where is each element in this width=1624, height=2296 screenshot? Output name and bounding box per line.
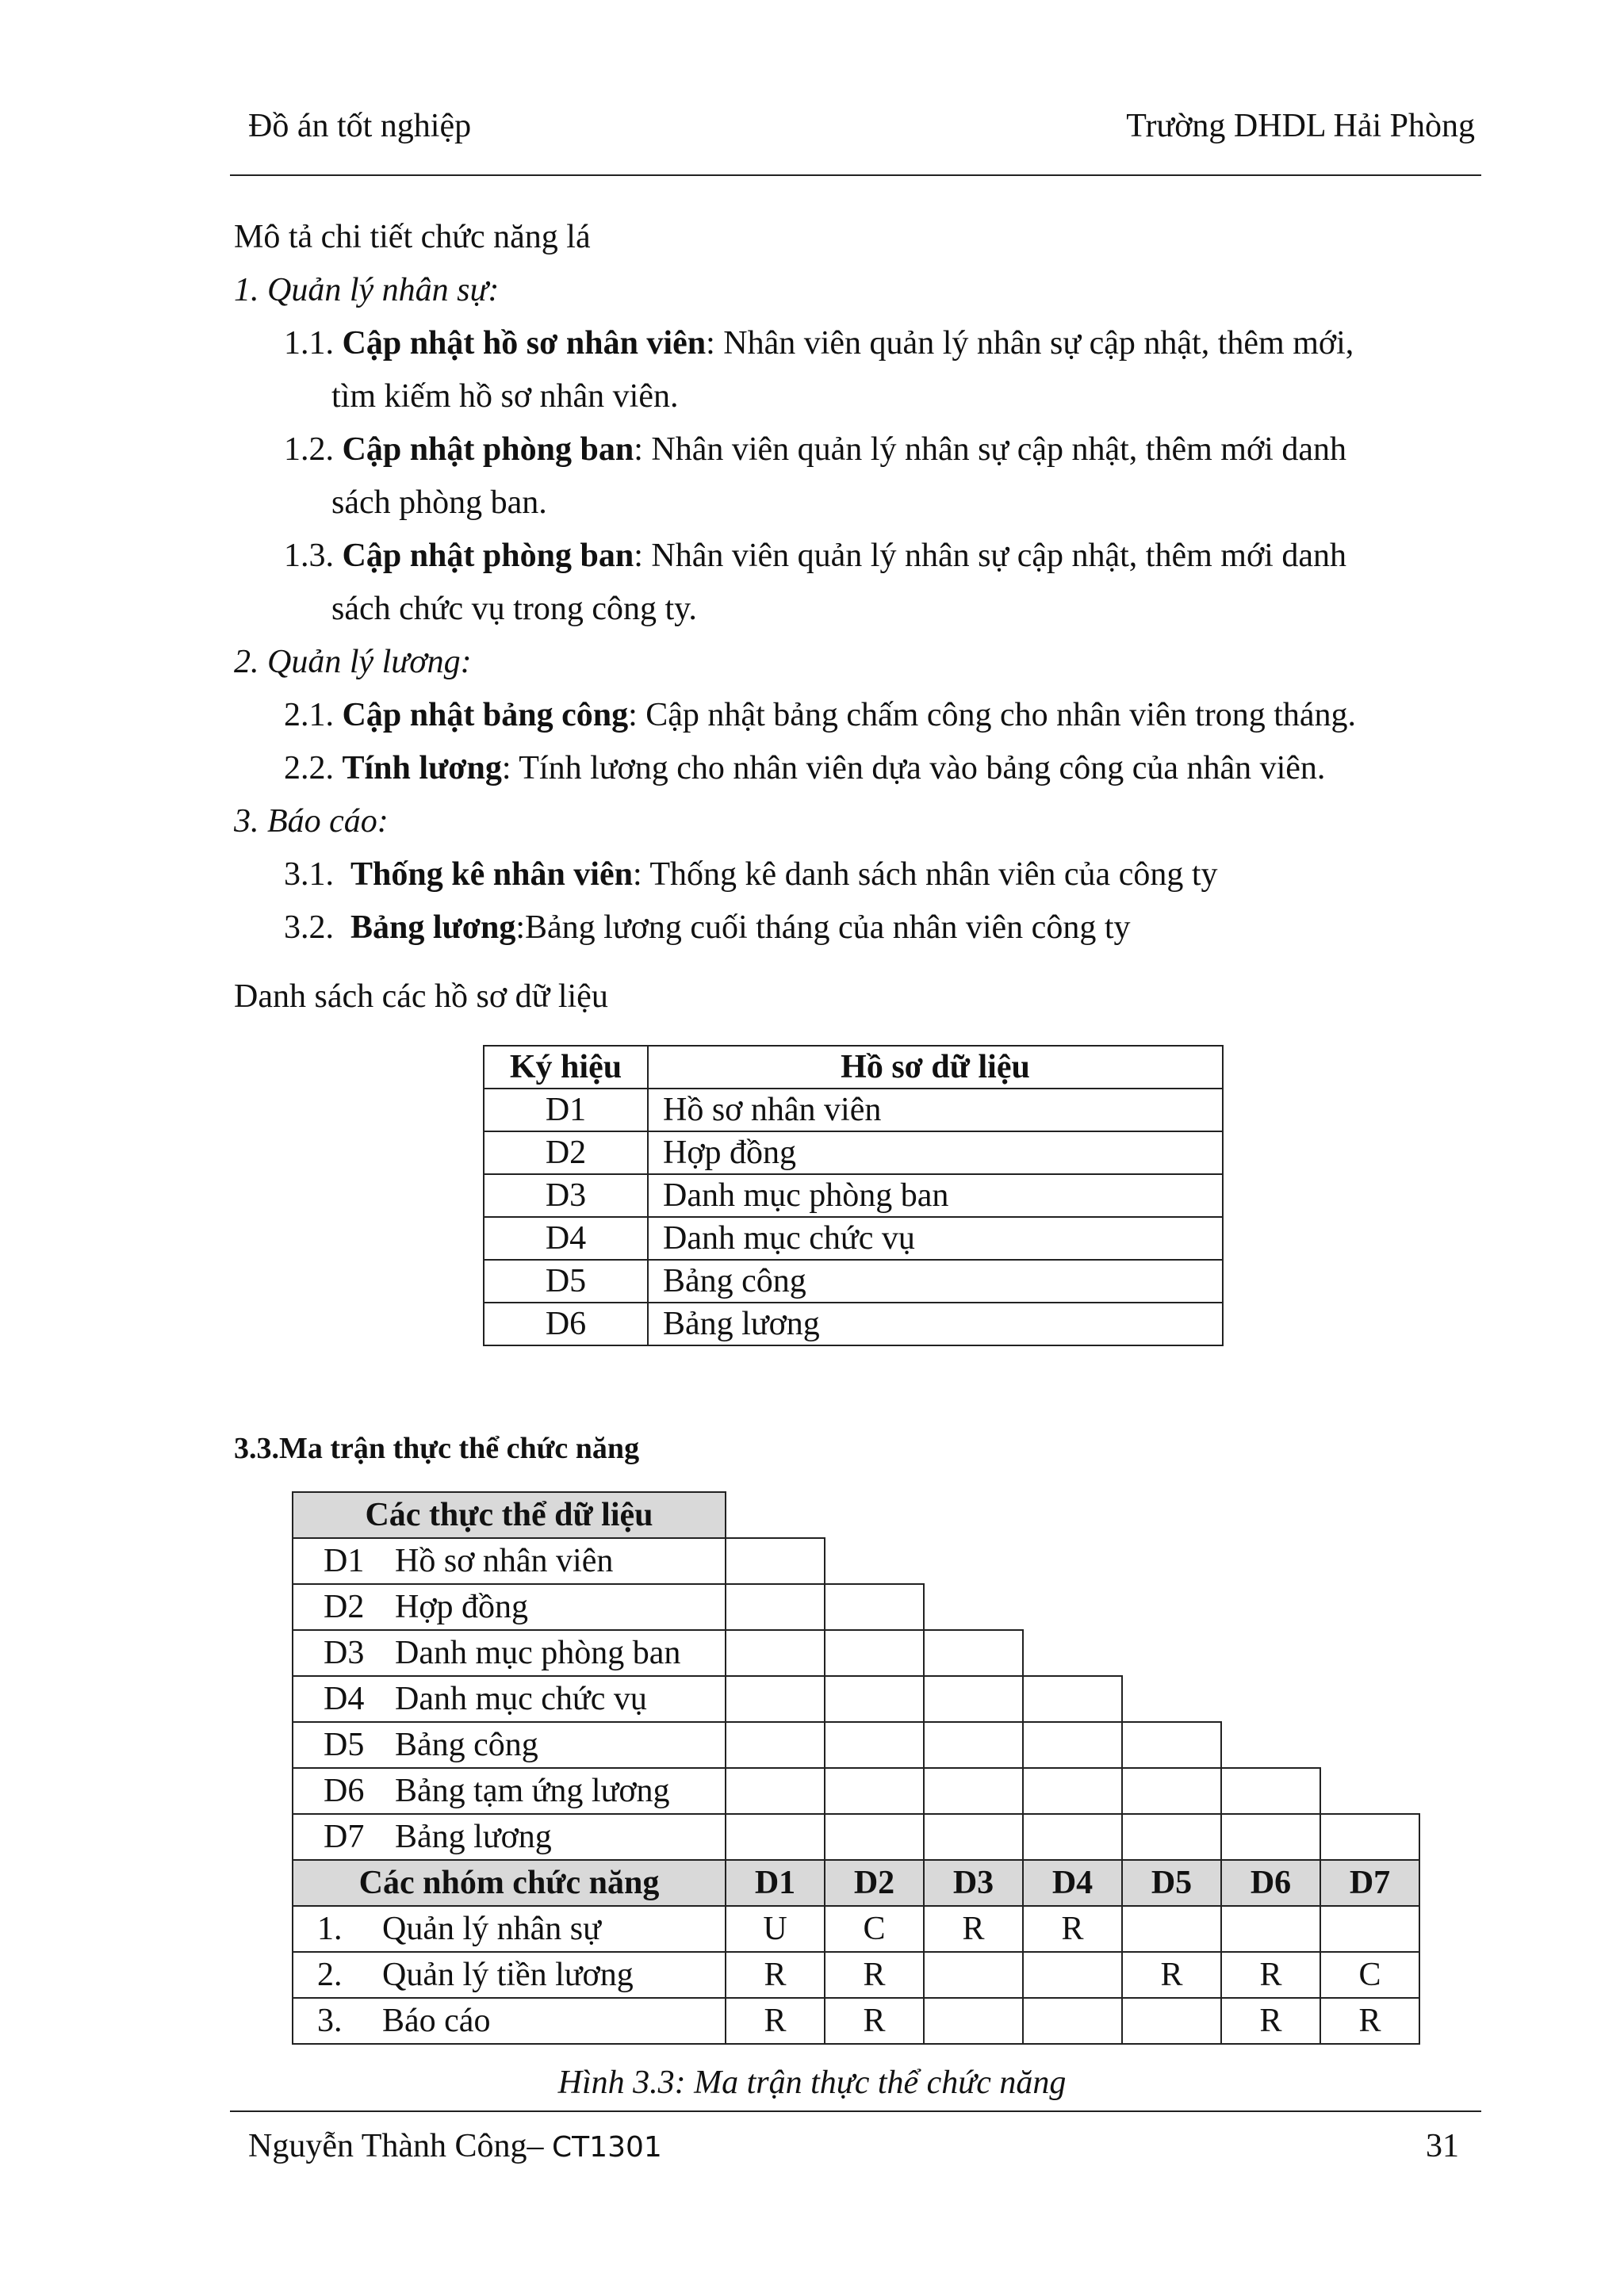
column-header: D1 <box>726 1860 825 1906</box>
column-header: D5 <box>1122 1860 1221 1906</box>
list-item-continuation: sách chức vụ trong công ty. <box>331 591 697 627</box>
matrix-cell: R <box>1221 1952 1320 1998</box>
section-title: 1. Quản lý nhân sự: <box>234 272 500 308</box>
matrix-entity-row <box>293 1722 1419 1768</box>
group-label: 1. Quản lý nhân sự <box>293 1906 726 1952</box>
table-row <box>484 1217 1223 1260</box>
table-row <box>484 1303 1223 1345</box>
matrix-cell <box>1320 1906 1419 1952</box>
matrix-entity-row <box>293 1538 1419 1584</box>
column-header: D2 <box>825 1860 924 1906</box>
header-right: Trường DHDL Hải Phòng <box>1126 108 1475 144</box>
data-list-title: Danh sách các hồ sơ dữ liệu <box>234 978 608 1015</box>
page-number: 31 <box>1426 2128 1459 2164</box>
data-table <box>483 1045 1224 1346</box>
list-item: 1.2. Cập nhật phòng ban: Nhân viên quản lý nhân sự cập nhật, thêm mới danh <box>284 431 1346 468</box>
matrix-cell <box>924 1952 1023 1998</box>
entities-header: Các thực thể dữ liệu <box>293 1492 726 1538</box>
matrix-entities-header-row <box>293 1492 1419 1538</box>
table-cell: D2 <box>484 1131 648 1174</box>
column-header: D4 <box>1023 1860 1122 1906</box>
matrix-cell: C <box>1320 1952 1419 1998</box>
matrix-cell: R <box>1221 1998 1320 2044</box>
entity-label: D7 Bảng lương <box>293 1814 726 1860</box>
matrix-cell: R <box>825 1998 924 2044</box>
table-cell: D1 <box>484 1089 648 1131</box>
header-left: Đồ án tốt nghiệp <box>248 108 472 144</box>
matrix-cell: R <box>825 1952 924 1998</box>
table-row <box>484 1131 1223 1174</box>
group-label: 2. Quản lý tiền lương <box>293 1952 726 1998</box>
table-cell: Hồ sơ nhân viên <box>648 1089 1223 1131</box>
matrix-cell: R <box>924 1906 1023 1952</box>
footer-author: Nguyễn Thành Công– CT1301 <box>248 2128 662 2164</box>
entity-label: D5 Bảng công <box>293 1722 726 1768</box>
matrix-cell <box>1221 1906 1320 1952</box>
matrix-cell: R <box>1023 1906 1122 1952</box>
table-row <box>484 1260 1223 1303</box>
entity-function-matrix <box>292 1491 1420 2045</box>
header-rule <box>230 174 1481 176</box>
table-cell: Danh mục phòng ban <box>648 1174 1223 1217</box>
table-cell: D6 <box>484 1303 648 1345</box>
matrix-cell <box>1023 1998 1122 2044</box>
table-cell: D5 <box>484 1260 648 1303</box>
matrix-heading: 3.3.Ma trận thực thể chức năng <box>234 1432 640 1465</box>
list-item: 1.1. Cập nhật hồ sơ nhân viên: Nhân viên quản lý nhân sự cập nhật, thêm mới, <box>284 325 1354 362</box>
list-item-continuation: sách phòng ban. <box>331 484 547 521</box>
matrix-cell: U <box>726 1906 825 1952</box>
matrix-entity-row <box>293 1630 1419 1676</box>
matrix-group-row <box>293 1952 1419 1998</box>
figure-caption: Hình 3.3: Ma trận thực thể chức năng <box>557 2064 1067 2101</box>
list-item: 1.3. Cập nhật phòng ban: Nhân viên quản lý nhân sự cập nhật, thêm mới danh <box>284 538 1346 574</box>
column-header: D3 <box>924 1860 1023 1906</box>
list-item: 3.2. Bảng lương:Bảng lương cuối tháng của nhân viên công ty <box>284 909 1131 946</box>
matrix-cell: R <box>1320 1998 1419 2044</box>
table-header-row <box>484 1046 1223 1089</box>
groups-header: Các nhóm chức năng <box>293 1860 726 1906</box>
matrix-entity-row <box>293 1768 1419 1814</box>
matrix-cell <box>1122 1906 1221 1952</box>
table-row <box>484 1174 1223 1217</box>
footer-rule <box>230 2110 1481 2112</box>
matrix-group-row <box>293 1906 1419 1952</box>
section-title: 3. Báo cáo: <box>234 803 389 840</box>
matrix-cell: R <box>726 1998 825 2044</box>
table-cell: D4 <box>484 1217 648 1260</box>
list-item: 2.2. Tính lương: Tính lương cho nhân viên dựa vào bảng công của nhân viên. <box>284 750 1326 786</box>
column-header: D7 <box>1320 1860 1419 1906</box>
list-item: 2.1. Cập nhật bảng công: Cập nhật bảng chấm công cho nhân viên trong tháng. <box>284 697 1357 733</box>
matrix-entity-row <box>293 1584 1419 1630</box>
table-row <box>484 1089 1223 1131</box>
list-item: 3.1. Thống kê nhân viên: Thống kê danh sách nhân viên của công ty <box>284 856 1218 893</box>
intro-text: Mô tả chi tiết chức năng lá <box>234 219 591 255</box>
matrix-cell: C <box>825 1906 924 1952</box>
matrix-cell: R <box>1122 1952 1221 1998</box>
matrix-cell: R <box>726 1952 825 1998</box>
list-item-continuation: tìm kiếm hồ sơ nhân viên. <box>331 378 679 415</box>
entity-label: D3 Danh mục phòng ban <box>293 1630 726 1676</box>
column-header: Hồ sơ dữ liệu <box>648 1046 1223 1089</box>
matrix-entity-row <box>293 1676 1419 1722</box>
group-label: 3. Báo cáo <box>293 1998 726 2044</box>
section-title: 2. Quản lý lương: <box>234 644 472 680</box>
table-cell: Bảng công <box>648 1260 1223 1303</box>
column-header: D6 <box>1221 1860 1320 1906</box>
table-cell: D3 <box>484 1174 648 1217</box>
table-cell: Bảng lương <box>648 1303 1223 1345</box>
matrix-entity-row <box>293 1814 1419 1860</box>
column-header: Ký hiệu <box>484 1046 648 1089</box>
matrix-cell <box>924 1998 1023 2044</box>
entity-label: D1 Hồ sơ nhân viên <box>293 1538 726 1584</box>
entity-label: D4 Danh mục chức vụ <box>293 1676 726 1722</box>
matrix-cell <box>1023 1952 1122 1998</box>
entity-label: D2 Hợp đồng <box>293 1584 726 1630</box>
matrix-groups-header-row <box>293 1860 1419 1906</box>
table-cell: Danh mục chức vụ <box>648 1217 1223 1260</box>
matrix-group-row <box>293 1998 1419 2044</box>
entity-label: D6 Bảng tạm ứng lương <box>293 1768 726 1814</box>
matrix-cell <box>1122 1998 1221 2044</box>
table-cell: Hợp đồng <box>648 1131 1223 1174</box>
